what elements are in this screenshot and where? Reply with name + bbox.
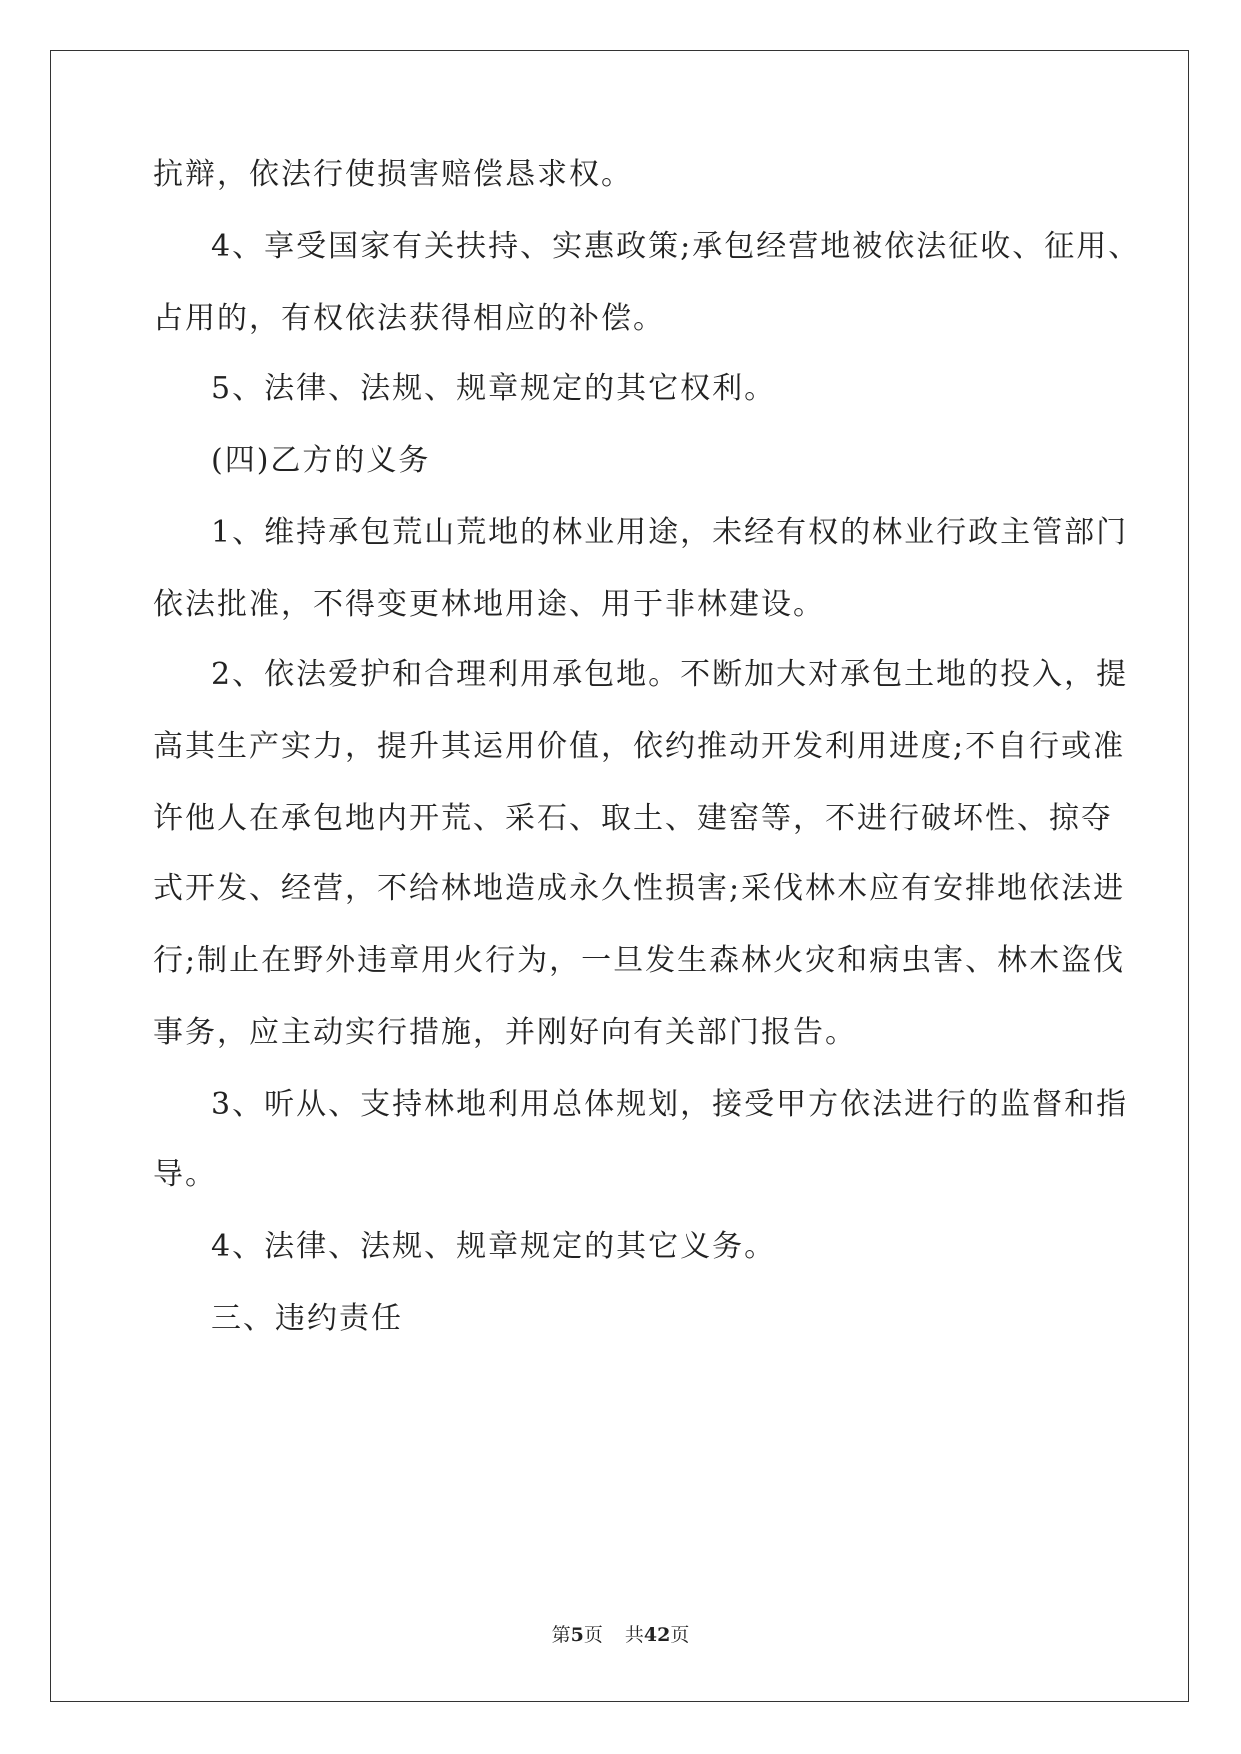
paragraph-line: 3、听从、支持林地利用总体规划，接受甲方依法进行的监督和指 — [211, 1087, 1129, 1122]
paragraph-line: 2、依法爱护和合理利用承包地。不断加大对承包土地的投入，提 — [211, 657, 1129, 692]
total-prefix: 共 — [624, 1624, 644, 1646]
paragraph-line: 依法批准，不得变更林地用途、用于非林建设。 — [153, 587, 825, 622]
paragraph-line: 4、法律、法规、规章规定的其它义务。 — [211, 1229, 777, 1264]
paragraph-line: 抗辩，依法行使损害赔偿恳求权。 — [153, 157, 633, 192]
paragraph-line: 5、法律、法规、规章规定的其它权利。 — [211, 371, 777, 406]
paragraph-line: 许他人在承包地内开荒、采石、取土、建窑等，不进行破坏性、掠夺 — [153, 801, 1113, 836]
paragraph-line: 式开发、经营，不给林地造成永久性损害;采伐林木应有安排地依法进 — [153, 871, 1126, 906]
page-number: 5 — [570, 1624, 584, 1646]
paragraph-line: 4、享受国家有关扶持、实惠政策;承包经营地被依法征收、征用、 — [211, 229, 1141, 264]
page-prefix: 第 — [551, 1624, 571, 1646]
paragraph-line: 占用的，有权依法获得相应的补偿。 — [153, 301, 665, 336]
page-suffix: 页 — [583, 1624, 603, 1646]
paragraph-line: 行;制止在野外违章用火行为，一旦发生森林火灾和病虫害、林木盗伐 — [153, 943, 1126, 978]
total-pages: 42 — [643, 1624, 671, 1646]
page-footer — [0, 1623, 1241, 1647]
paragraph-line: 高其生产实力，提升其运用价值，依约推动开发利用进度;不自行或准 — [153, 729, 1126, 764]
section-heading: 三、违约责任 — [211, 1301, 403, 1336]
paragraph-line: 1、维持承包荒山荒地的林业用途，未经有权的林业行政主管部门 — [211, 515, 1129, 550]
section-heading: (四)乙方的义务 — [211, 443, 431, 478]
paragraph-line: 导。 — [153, 1157, 217, 1192]
paragraph-line: 事务，应主动实行措施，并刚好向有关部门报告。 — [153, 1015, 857, 1050]
total-suffix: 页 — [670, 1624, 690, 1646]
